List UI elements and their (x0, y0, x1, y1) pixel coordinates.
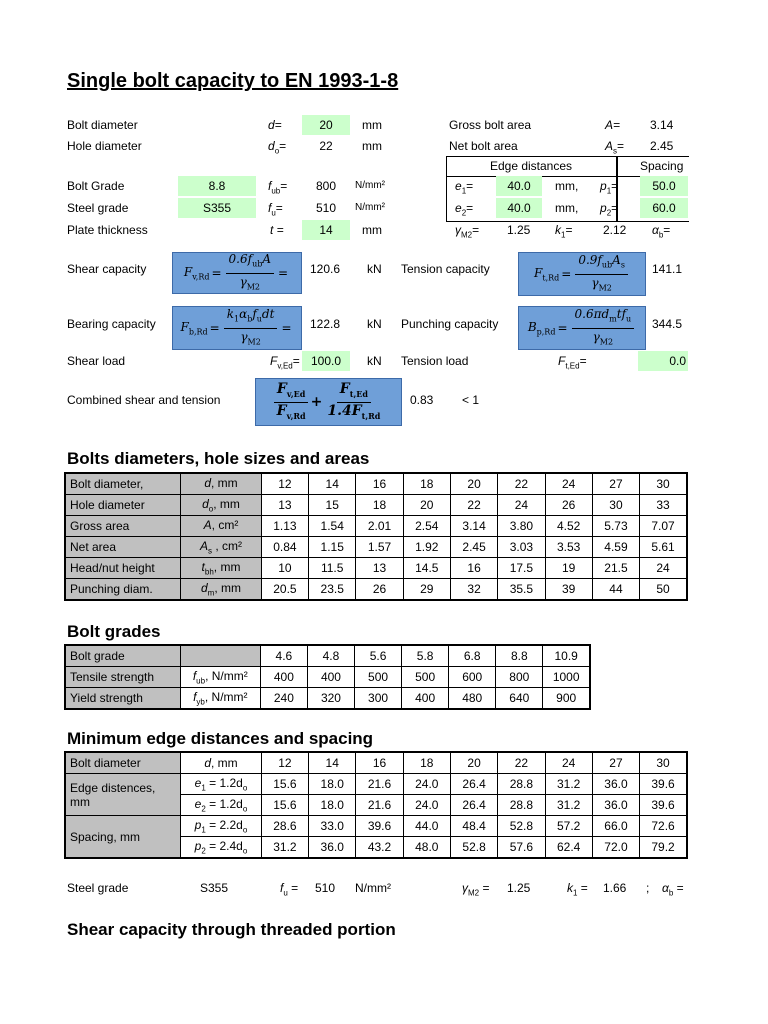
table-cell: 24.0 (403, 795, 450, 816)
net-area-value: 2.45 (650, 139, 674, 153)
fub-value: 800 (315, 179, 337, 193)
e2-symbol: $e_2=$ (455, 201, 474, 218)
table-cell: 39.6 (640, 774, 687, 795)
e1-input[interactable]: 40.0 (496, 176, 542, 196)
e1-unit: mm, (555, 179, 579, 193)
table-cell: 19 (545, 558, 592, 579)
bolt-diameter-label: Bolt diameter (67, 118, 138, 132)
footer-k1-symbol: $k_1$ = (567, 881, 588, 898)
table-cell: 79.2 (640, 837, 687, 859)
fu-symbol: $f_u=$ (268, 201, 283, 218)
hole-diameter-unit: mm (362, 139, 382, 153)
footer-fu-unit: N/mm² (355, 881, 391, 895)
table-cell: 3.53 (545, 537, 592, 558)
tension-load-input[interactable]: 0.0 (638, 351, 688, 371)
punching-capacity-label: Punching capacity (401, 317, 499, 331)
fub-symbol: $f_{ub}=$ (268, 179, 288, 196)
table-cell: 400 (402, 688, 449, 710)
table-cell: 15.6 (261, 795, 308, 816)
row-label: Hole diameter (65, 495, 181, 516)
footer-gamma-value: 1.25 (507, 881, 531, 895)
table-cell: 36.0 (592, 795, 639, 816)
e2-unit: mm, (555, 201, 579, 215)
combined-value: 0.83 (410, 393, 434, 407)
table-row (65, 774, 687, 795)
footer-steel-grade-value: S355 (200, 881, 229, 895)
table-cell: 26 (545, 495, 592, 516)
footer-gamma-symbol: $\gamma_{M2}$ = (462, 881, 490, 898)
table-cell: 48.4 (450, 816, 497, 837)
table-cell: 11.5 (309, 558, 356, 579)
diameter-header-cell: 14 (309, 752, 356, 774)
table-cell: 24 (640, 558, 687, 579)
group-label: Spacing, mm (65, 816, 181, 859)
table-cell: 44.0 (403, 816, 450, 837)
table-cell: 20 (450, 473, 497, 495)
edge-distances-header: Edge distances (489, 159, 573, 173)
table-cell: 24.0 (403, 774, 450, 795)
diameter-header-cell: 18 (403, 752, 450, 774)
table-cell: 33.0 (309, 816, 356, 837)
footer-k1-value: 1.66 (603, 881, 627, 895)
bearing-capacity-label: Bearing capacity (67, 317, 156, 331)
table-cell: 35.5 (498, 579, 545, 601)
diameter-header-cell: 20 (450, 752, 497, 774)
table-cell: 30 (592, 495, 639, 516)
header-label: Bolt diameter (65, 752, 181, 774)
table-cell: 4.52 (545, 516, 592, 537)
table-cell: 1.92 (403, 537, 450, 558)
table-cell: 400 (260, 667, 307, 688)
hole-diameter-label: Hole diameter (67, 139, 142, 153)
header-symbol: d, mm (181, 752, 262, 774)
bolt-grade-label: Bolt Grade (67, 179, 125, 193)
table-cell: 3.80 (498, 516, 545, 537)
shear-load-symbol: $F_{v,Ed}=$ (270, 354, 300, 371)
table-cell: 4.59 (592, 537, 639, 558)
edge-table (64, 751, 688, 859)
table-cell: 5.61 (640, 537, 687, 558)
table-cell: 52.8 (450, 837, 497, 859)
row-label: Punching diam. (65, 579, 181, 601)
table-cell: 300 (355, 688, 402, 710)
k1-symbol: $k_1=$ (555, 223, 573, 240)
spacing-header: Spacing (640, 159, 684, 173)
table-cell: 21.6 (356, 795, 403, 816)
header-blank (180, 645, 260, 667)
row-symbol: $t_{bh}$, mm (181, 558, 262, 579)
table-row (65, 495, 687, 516)
table-cell: 18 (403, 473, 450, 495)
diameter-header-cell: 12 (261, 752, 308, 774)
table-cell: 3.14 (450, 516, 497, 537)
diameter-header-cell: 30 (640, 752, 687, 774)
e1-symbol: $e_1=$ (455, 179, 474, 196)
table-cell: 20 (403, 495, 450, 516)
header-label: Bolt grade (65, 645, 180, 667)
table-cell: 240 (260, 688, 307, 710)
grade-header-cell: 6.8 (449, 645, 496, 667)
bolt-table (64, 472, 688, 601)
row-symbol: $f_{ub}$, N/mm² (180, 667, 260, 688)
bearing-capacity-value: 122.8 (310, 317, 341, 331)
row-symbol: $d_m$, mm (181, 579, 262, 601)
table-cell: 18 (356, 495, 403, 516)
diameter-header-cell: 27 (592, 752, 639, 774)
table-cell: 2.01 (356, 516, 403, 537)
table-cell: 29 (403, 579, 450, 601)
table-cell: 18.0 (309, 774, 356, 795)
table-cell: 7.07 (640, 516, 687, 537)
table-row (65, 816, 687, 837)
table-cell: 15.6 (261, 774, 308, 795)
table-cell: 0.84 (261, 537, 308, 558)
threaded-section-title: Shear capacity through threaded portion (67, 920, 396, 939)
row-label: Bolt diameter, (65, 473, 181, 495)
tension-capacity-value: 141.1 (652, 262, 683, 276)
combined-limit: < 1 (462, 393, 480, 407)
bolt-grade-input[interactable]: 8.8 (178, 176, 256, 196)
table-row (65, 516, 687, 537)
row-expression: $p_1 = 2.2d_o$ (181, 816, 262, 837)
table-cell: 26 (356, 579, 403, 601)
table-cell: 23.5 (309, 579, 356, 601)
gross-area-label: Gross bolt area (449, 118, 532, 132)
table-cell: 24 (498, 495, 545, 516)
footer-alpha-symbol: $\alpha_b$ = (662, 881, 684, 898)
p2-input[interactable]: 60.0 (640, 198, 688, 218)
table-cell: 3.03 (498, 537, 545, 558)
plate-thickness-label: Plate thickness (67, 223, 148, 237)
tension-capacity-label: Tension capacity (401, 262, 490, 276)
row-label: Yield strength (65, 688, 180, 710)
table-cell: 480 (449, 688, 496, 710)
shear-load-input[interactable]: 100.0 (302, 351, 350, 371)
row-symbol: $A_s$ , cm² (181, 537, 262, 558)
table-cell: 13 (356, 558, 403, 579)
table-cell: 43.2 (356, 837, 403, 859)
row-expression: $e_2 = 1.2d_o$ (181, 795, 262, 816)
alpha-b-symbol: $\alpha_b=$ (652, 223, 671, 240)
table-cell: 15 (309, 495, 356, 516)
fub-unit: N/mm² (355, 180, 385, 191)
table-cell: 39 (545, 579, 592, 601)
row-symbol: A, cm² (181, 516, 262, 537)
plate-thickness-symbol: t = (270, 223, 284, 237)
table-cell: 20.5 (261, 579, 308, 601)
grades-table-title: Bolt grades (67, 622, 161, 641)
table-cell: 500 (402, 667, 449, 688)
row-label: Net area (65, 537, 181, 558)
table-cell: 1000 (543, 667, 590, 688)
table-cell: 22 (450, 495, 497, 516)
table-cell: 44 (592, 579, 639, 601)
table-cell: 31.2 (545, 795, 592, 816)
table-cell: 28.8 (498, 795, 545, 816)
table-cell: 36.0 (309, 837, 356, 859)
footer-steel-grade-label: Steel grade (67, 881, 129, 895)
gross-area-value: 3.14 (650, 118, 674, 132)
shear-capacity-value: 120.6 (310, 262, 341, 276)
table-cell: 48.0 (403, 837, 450, 859)
plate-thickness-input[interactable]: 14 (302, 220, 350, 240)
table-cell: 13 (261, 495, 308, 516)
grade-header-cell: 8.8 (496, 645, 543, 667)
punching-capacity-value: 344.5 (652, 317, 683, 331)
e2-input[interactable]: 40.0 (496, 198, 542, 218)
row-symbol: $f_{yb}$, N/mm² (180, 688, 260, 710)
net-area-label: Net bolt area (449, 139, 518, 153)
table-row (65, 667, 590, 688)
table-cell: 1.13 (261, 516, 308, 537)
table-cell: 12 (261, 473, 308, 495)
table-cell: 30 (640, 473, 687, 495)
table-cell: 320 (307, 688, 354, 710)
table-cell: 16 (356, 473, 403, 495)
table-cell: 72.0 (592, 837, 639, 859)
table-cell: 21.5 (592, 558, 639, 579)
grade-header-cell: 10.9 (543, 645, 590, 667)
p2-symbol: $p_2=$ (600, 201, 619, 218)
grade-header-cell: 4.8 (307, 645, 354, 667)
table-cell: 52.8 (498, 816, 545, 837)
table-cell: 57.6 (498, 837, 545, 859)
fu-unit: N/mm² (355, 202, 385, 213)
diameter-header-cell: 16 (356, 752, 403, 774)
row-symbol: d, mm (181, 473, 262, 495)
shear-load-label: Shear load (67, 354, 126, 368)
table-cell: 24 (545, 473, 592, 495)
table-cell: 18.0 (309, 795, 356, 816)
footer-fu-value: 510 (315, 881, 336, 895)
bearing-capacity-unit: kN (367, 317, 382, 331)
combined-formula: $\frac{F_{v,Ed}}{F_{v,Rd}}$ + $\frac{F_{t,Ed}}{1.4F_{t,Rd}}$ (255, 378, 402, 426)
table-cell: 50 (640, 579, 687, 601)
grade-header-cell: 4.6 (260, 645, 307, 667)
bolt-diameter-input[interactable]: 20 (302, 115, 350, 135)
p1-input[interactable]: 50.0 (640, 176, 688, 196)
footer-fu-symbol: $f_u$ = (280, 881, 299, 898)
steel-grade-label: Steel grade (67, 201, 129, 215)
table-cell: 1.57 (356, 537, 403, 558)
table-cell: 800 (496, 667, 543, 688)
table-cell: 21.6 (356, 774, 403, 795)
table-cell: 600 (449, 667, 496, 688)
table-cell: 57.2 (545, 816, 592, 837)
hole-diameter-value: 22 (319, 139, 333, 153)
table-cell: 28.8 (498, 774, 545, 795)
row-symbol: $d_o$, mm (181, 495, 262, 516)
table-cell: 27 (592, 473, 639, 495)
table-row (65, 537, 687, 558)
table-cell: 39.6 (356, 816, 403, 837)
table-row (65, 579, 687, 601)
table-cell: 31.2 (261, 837, 308, 859)
tension-load-symbol: $F_{t,Ed}=$ (558, 354, 587, 371)
bolt-table-title: Bolts diameters, hole sizes and areas (67, 449, 370, 468)
table-cell: 1.15 (309, 537, 356, 558)
steel-grade-input[interactable]: S355 (178, 198, 256, 218)
grade-header-cell: 5.6 (355, 645, 402, 667)
tension-capacity-formula: $F_{t,Rd}$ = $\frac{0.9f_{ub}A_s}{\gamma_{M2}}$ (518, 252, 646, 296)
row-label: Tensile strength (65, 667, 180, 688)
k1-value: 2.12 (603, 223, 627, 237)
plate-thickness-unit: mm (362, 223, 382, 237)
gamma-m2-value: 1.25 (507, 223, 531, 237)
row-expression: $e_1 = 1.2d_o$ (181, 774, 262, 795)
table-cell: 10 (261, 558, 308, 579)
gamma-m2-symbol: $\gamma_{M2}=$ (455, 223, 480, 240)
punching-capacity-formula: $B_{p,Rd}$ = $\frac{0.6\pi d_mtf_u}{\gamma_{M2}}$ (518, 306, 646, 350)
table-row (65, 558, 687, 579)
table-cell: 28.6 (261, 816, 308, 837)
table-cell: 1.54 (309, 516, 356, 537)
grade-header-cell: 5.8 (402, 645, 449, 667)
table-cell: 33 (640, 495, 687, 516)
table-cell: 22 (498, 473, 545, 495)
gross-area-symbol: A= (605, 118, 621, 132)
hole-diameter-symbol: $d_o=$ (268, 139, 287, 156)
table-cell: 5.73 (592, 516, 639, 537)
table-cell: 66.0 (592, 816, 639, 837)
table-cell: 2.45 (450, 537, 497, 558)
shear-load-unit: kN (367, 354, 382, 368)
edge-table-title: Minimum edge distances and spacing (67, 729, 374, 748)
table-cell: 2.54 (403, 516, 450, 537)
diameter-header-cell: 24 (545, 752, 592, 774)
table-cell: 26.4 (450, 795, 497, 816)
table-cell: 62.4 (545, 837, 592, 859)
table-cell: 32 (450, 579, 497, 601)
table-row (65, 473, 687, 495)
table-header-row (65, 645, 590, 667)
diameter-header-cell: 22 (498, 752, 545, 774)
row-expression: $p_2 = 2.4d_o$ (181, 837, 262, 859)
table-cell: 72.6 (640, 816, 687, 837)
table-cell: 31.2 (545, 774, 592, 795)
tension-load-label: Tension load (401, 354, 469, 368)
table-cell: 900 (543, 688, 590, 710)
table-cell: 400 (307, 667, 354, 688)
grades-table (64, 644, 591, 710)
shear-capacity-formula: $F_{v,Rd}$ = $\frac{0.6f_{ub}A}{\gamma_{M2}}$ = (172, 252, 302, 294)
bolt-diameter-unit: mm (362, 118, 382, 132)
table-cell: 16 (450, 558, 497, 579)
table-cell: 500 (355, 667, 402, 688)
footer-separator: ; (646, 881, 650, 895)
shear-capacity-unit: kN (367, 262, 382, 276)
table-cell: 14.5 (403, 558, 450, 579)
page-title: Single bolt capacity to EN 1993-1-8 (67, 70, 399, 92)
fu-value: 510 (315, 201, 337, 215)
bolt-diameter-symbol: d= (268, 118, 282, 132)
table-cell: 640 (496, 688, 543, 710)
table-cell: 14 (309, 473, 356, 495)
net-area-symbol: $A_s=$ (605, 139, 625, 156)
table-cell: 26.4 (450, 774, 497, 795)
bearing-capacity-formula: $F_{b,Rd}$ = $\frac{k_1\alpha_bf_udt}{\gamma_{M2}}$ = (172, 306, 302, 350)
table-cell: 36.0 (592, 774, 639, 795)
shear-capacity-label: Shear capacity (67, 262, 147, 276)
table-cell: 17.5 (498, 558, 545, 579)
p1-symbol: $p_1=$ (600, 179, 619, 196)
combined-label: Combined shear and tension (67, 393, 221, 407)
group-label: Edge distences, mm (65, 774, 181, 816)
row-label: Gross area (65, 516, 181, 537)
row-label: Head/nut height (65, 558, 181, 579)
table-row (65, 688, 590, 710)
table-header-row (65, 752, 687, 774)
table-cell: 39.6 (640, 795, 687, 816)
